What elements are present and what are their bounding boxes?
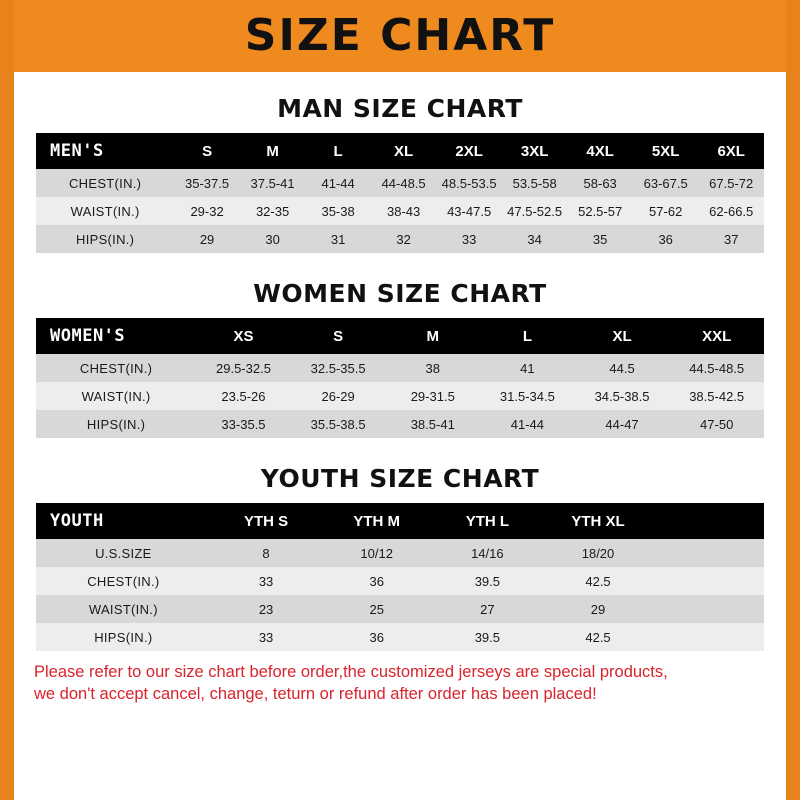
table-row (36, 595, 764, 623)
section-title-men: MAN SIZE CHART (277, 94, 523, 123)
men-col-0: S (174, 133, 240, 169)
women-r1-c0: 23.5-26 (221, 388, 266, 404)
men-r1-c8: 62-66.5 (709, 203, 754, 219)
youth-r2-c3: 29 (590, 601, 606, 617)
youth-r0-c2: 14/16 (471, 545, 504, 561)
men-r0-c6: 58-63 (583, 175, 617, 191)
youth-row-0-label: U.S.SIZE (95, 545, 152, 561)
men-size-table (36, 133, 764, 253)
women-r0-c2: 38 (425, 360, 440, 376)
women-r0-c4: 44.5 (609, 360, 635, 376)
women-col-2: M (385, 318, 480, 354)
women-r2-c2: 38.5-41 (410, 416, 455, 432)
youth-r3-c2: 39.5 (474, 629, 501, 645)
women-r0-c0: 29.5-32.5 (216, 360, 271, 376)
men-r2-c4: 33 (461, 231, 477, 247)
footnote-line-2: we don't accept cancel, change, teturn or refund after order has been placed! (34, 685, 597, 704)
women-size-table (36, 318, 764, 438)
women-header-label: WOMEN'S (36, 318, 196, 354)
women-row-0-label: CHEST(IN.) (79, 360, 153, 376)
youth-r1-c3: 42.5 (585, 573, 611, 589)
youth-r3-c3: 42.5 (585, 629, 611, 645)
youth-r2-c2: 27 (480, 601, 495, 617)
youth-r1-c0: 33 (258, 573, 274, 589)
youth-r3-spacer (653, 623, 764, 651)
youth-col-1: YTH M (321, 503, 432, 539)
men-r1-c3: 38-43 (386, 203, 421, 219)
youth-col-0: YTH S (211, 503, 322, 539)
men-r2-c0: 29 (199, 231, 215, 247)
youth-row-2-label: WAIST(IN.) (88, 601, 158, 617)
men-r0-c0: 35-37.5 (185, 175, 230, 191)
women-r2-c4: 44-47 (605, 416, 639, 432)
table-row (36, 539, 764, 567)
men-r1-c4: 43-47.5 (447, 203, 492, 219)
youth-row-3-label: HIPS(IN.) (94, 629, 153, 645)
youth-r2-spacer (653, 595, 764, 623)
men-r0-c3: 44-48.5 (381, 175, 426, 191)
women-r2-c3: 41-44 (510, 416, 545, 432)
men-r0-c4: 48.5-53.5 (441, 175, 497, 191)
women-col-4: XL (575, 318, 670, 354)
men-r0-c8: 67.5-72 (709, 175, 754, 191)
section-title-women: WOMEN SIZE CHART (253, 279, 547, 308)
women-r2-c0: 33-35.5 (221, 416, 266, 432)
men-r1-c6: 52.5-57 (578, 203, 623, 219)
men-col-5: 3XL (502, 133, 568, 169)
women-r2-c1: 35.5-38.5 (310, 416, 366, 432)
page-title: SIZE CHART (244, 10, 556, 61)
men-row-0-label: CHEST(IN.) (68, 175, 142, 191)
youth-table-head (36, 503, 764, 539)
youth-header-row (36, 503, 764, 539)
men-r0-c1: 37.5-41 (250, 175, 295, 191)
footnote (14, 651, 786, 706)
men-col-3: XL (371, 133, 437, 169)
youth-col-3: YTH XL (543, 503, 654, 539)
men-col-8: 6XL (698, 133, 764, 169)
men-size-table-wrap (14, 133, 786, 253)
women-r2-c5: 47-50 (700, 416, 734, 432)
men-r0-c5: 53.5-58 (512, 175, 557, 191)
section-title-youth: YOUTH SIZE CHART (260, 464, 540, 493)
men-col-6: 4XL (567, 133, 633, 169)
youth-r0-c1: 10/12 (360, 545, 393, 561)
men-col-1: M (240, 133, 306, 169)
table-row (36, 410, 764, 438)
table-row (36, 567, 764, 595)
men-row-1-label: WAIST(IN.) (70, 203, 140, 219)
men-r2-c7: 36 (658, 231, 673, 247)
youth-size-table-wrap (14, 503, 786, 651)
youth-r1-spacer (653, 567, 764, 595)
men-col-4: 2XL (436, 133, 502, 169)
table-row (36, 197, 764, 225)
youth-header-label: YOUTH (36, 503, 211, 539)
table-row (36, 623, 764, 651)
men-col-7: 5XL (633, 133, 699, 169)
youth-r1-c1: 36 (369, 573, 384, 589)
men-r2-c6: 35 (592, 231, 608, 247)
women-r1-c4: 34.5-38.5 (594, 388, 650, 404)
men-table-body (36, 169, 764, 253)
women-col-5: XXL (669, 318, 764, 354)
women-col-3: L (480, 318, 575, 354)
women-col-0: XS (196, 318, 291, 354)
women-row-1-label: WAIST(IN.) (81, 388, 151, 404)
table-row (36, 354, 764, 382)
men-col-2: L (305, 133, 371, 169)
women-r0-c5: 44.5-48.5 (689, 360, 745, 376)
table-row (36, 169, 764, 197)
men-r0-c2: 41-44 (321, 175, 355, 191)
youth-row-1-label: CHEST(IN.) (87, 573, 160, 589)
women-size-table-wrap (14, 318, 786, 438)
youth-r0-c0: 8 (262, 545, 270, 561)
women-r0-c3: 41 (520, 360, 535, 376)
men-r2-c2: 31 (330, 231, 346, 247)
youth-col-spacer (653, 503, 764, 539)
youth-r2-c1: 25 (369, 601, 384, 617)
youth-col-2: YTH L (432, 503, 543, 539)
men-r2-c8: 37 (723, 231, 739, 247)
men-r2-c5: 34 (527, 231, 542, 247)
men-r2-c1: 30 (265, 231, 280, 247)
youth-r1-c2: 39.5 (474, 573, 501, 589)
youth-r3-c0: 33 (258, 629, 274, 645)
women-table-body (36, 354, 764, 438)
header-band (0, 0, 800, 72)
men-row-2-label: HIPS(IN.) (76, 231, 135, 247)
men-header-row (36, 133, 764, 169)
men-r1-c7: 57-62 (649, 203, 683, 219)
men-r1-c2: 35-38 (321, 203, 355, 219)
footnote-line-1: Please refer to our size chart before order,the customized jerseys are special products, (34, 663, 668, 681)
women-row-2-label: HIPS(IN.) (86, 416, 146, 432)
youth-size-table (36, 503, 764, 651)
women-r1-c2: 29-31.5 (410, 388, 455, 404)
men-r0-c7: 63-67.5 (643, 175, 688, 191)
men-r1-c1: 32-35 (255, 203, 290, 219)
women-r1-c3: 31.5-34.5 (499, 388, 555, 404)
women-header-row (36, 318, 764, 354)
women-r1-c5: 38.5-42.5 (689, 388, 745, 404)
youth-r0-c3: 18/20 (581, 545, 615, 561)
youth-r2-c0: 23 (258, 601, 274, 617)
youth-r0-spacer (653, 539, 764, 567)
youth-r3-c1: 36 (369, 629, 384, 645)
women-col-1: S (291, 318, 386, 354)
men-table-head (36, 133, 764, 169)
men-header-label: MEN'S (36, 133, 174, 169)
table-row (36, 225, 764, 253)
youth-table-body (36, 539, 764, 651)
women-table-head (36, 318, 764, 354)
men-r1-c0: 29-32 (190, 203, 224, 219)
women-r0-c1: 32.5-35.5 (310, 360, 366, 376)
men-r1-c5: 47.5-52.5 (507, 203, 563, 219)
men-r2-c3: 32 (396, 231, 411, 247)
table-row (36, 382, 764, 410)
women-r1-c1: 26-29 (321, 388, 355, 404)
